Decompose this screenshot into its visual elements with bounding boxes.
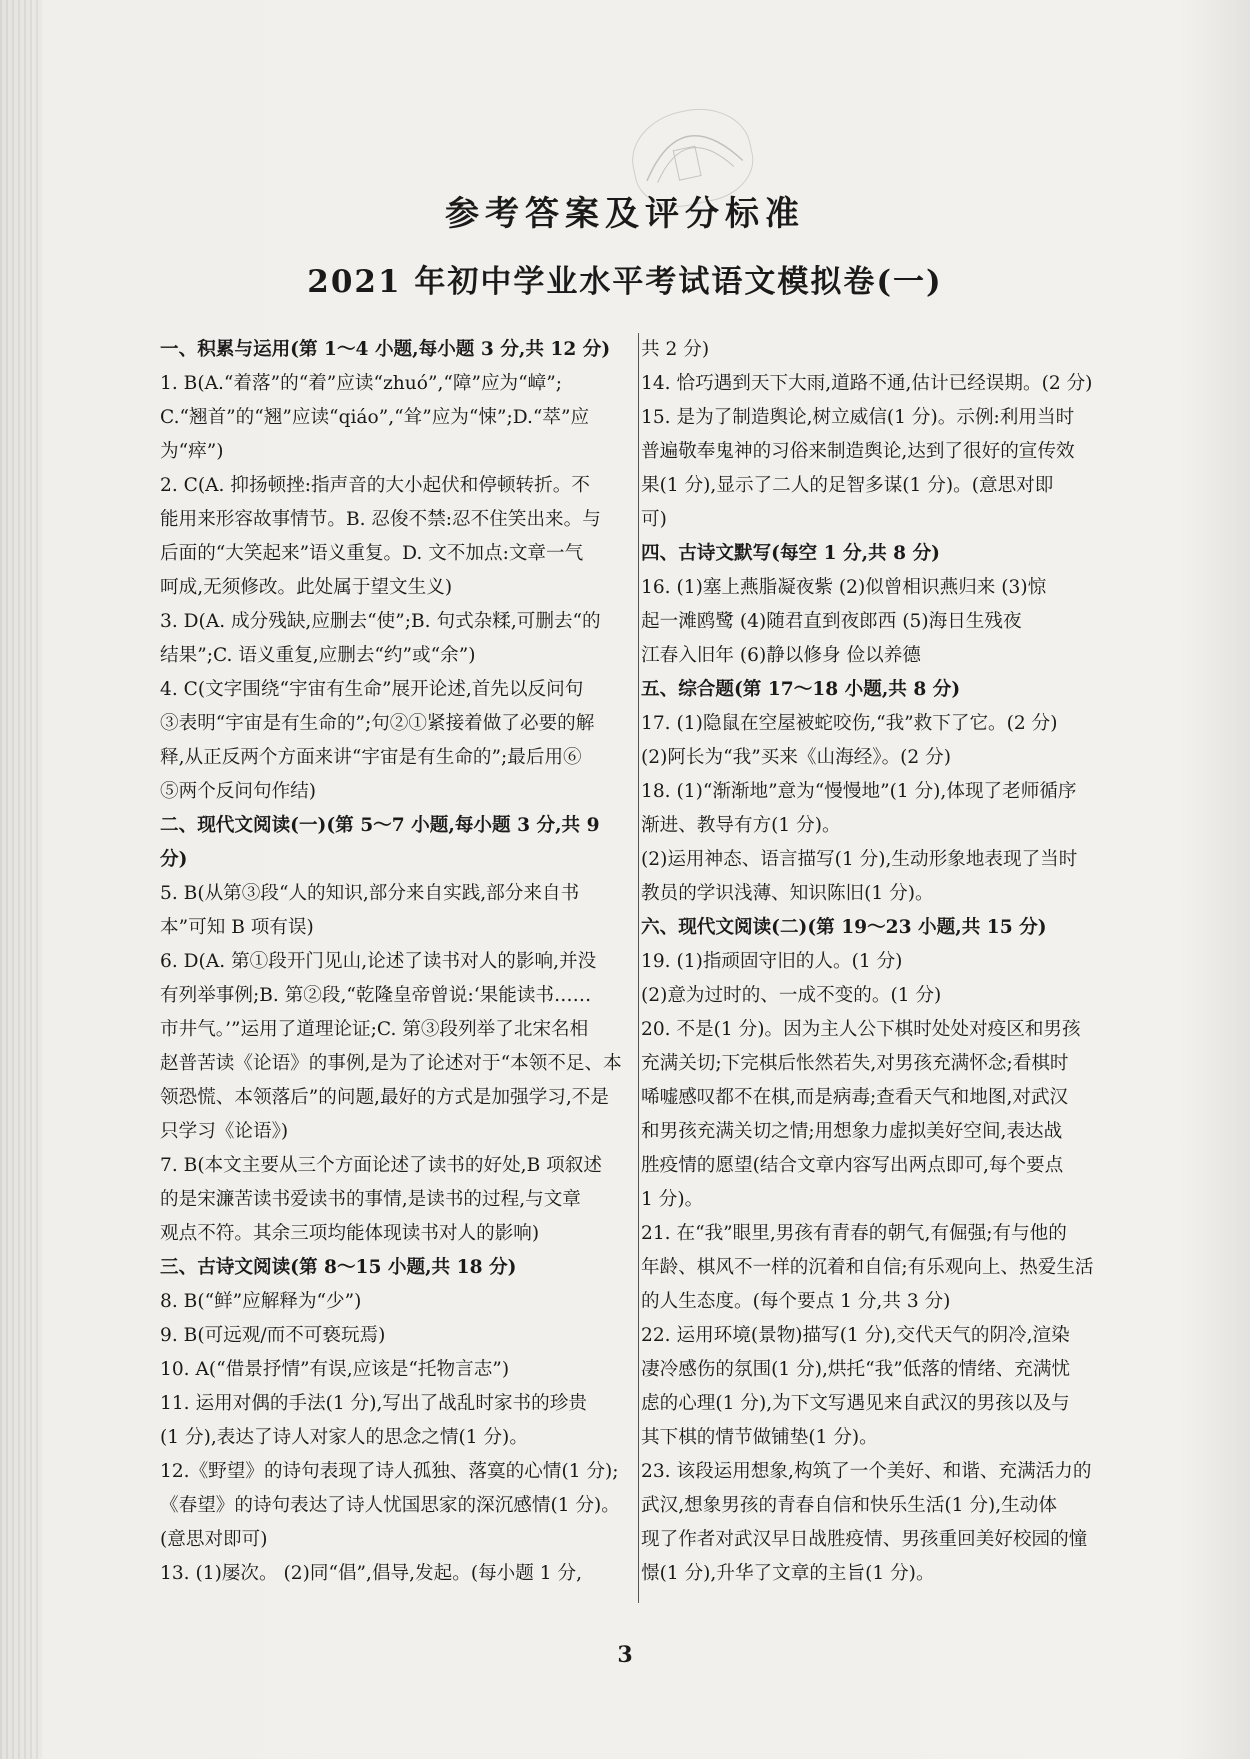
answer-line: 3. D(A. 成分残缺,应删去“使”;B. 句式杂糅,可删去“的 xyxy=(160,611,601,632)
answer-line: 江春入旧年 (6)静以修身 俭以养德 xyxy=(641,645,921,666)
answer-line: 18. (1)“渐渐地”意为“慢慢地”(1 分),体现了老师循序 xyxy=(641,781,1077,802)
answer-line: 本”可知 B 项有误) xyxy=(160,917,314,938)
answer-line: 7. B(本文主要从三个方面论述了读书的好处,B 项叙述 xyxy=(160,1155,602,1176)
answer-line: 胜疫情的愿望(结合文章内容写出两点即可,每个要点 xyxy=(641,1155,1064,1176)
answer-line: 普遍敬奉鬼神的习俗来制造舆论,达到了很好的宣传效 xyxy=(641,441,1075,462)
answer-line: 结果”;C. 语义重复,应删去“约”或“余”) xyxy=(160,645,476,666)
section-heading: 五、综合题(第 17～18 小题,共 8 分) xyxy=(641,679,961,700)
answer-line: (2)运用神态、语言描写(1 分),生动形象地表现了当时 xyxy=(641,849,1078,870)
answer-line: 释,从正反两个方面来讲“宇宙是有生命的”;最后用⑥ xyxy=(160,747,582,768)
answer-line: 能用来形容故事情节。B. 忍俊不禁:忍不住笑出来。与 xyxy=(160,509,601,530)
answer-line: 20. 不是(1 分)。因为主人公下棋时处处对疫区和男孩 xyxy=(641,1019,1081,1040)
answer-line: 唏嘘感叹都不在棋,而是病毒;查看天气和地图,对武汉 xyxy=(641,1087,1069,1108)
answer-line: 19. (1)指顽固守旧的人。(1 分) xyxy=(641,951,903,972)
answer-line: 6. D(A. 第①段开门见山,论述了读书对人的影响,并没 xyxy=(160,951,597,972)
answer-line: 23. 该段运用想象,构筑了一个美好、和谐、充满活力的 xyxy=(641,1461,1092,1482)
answer-line: 教员的学识浅薄、知识陈旧(1 分)。 xyxy=(641,883,934,904)
answer-line: 5. B(从第③段“人的知识,部分来自实践,部分来自书 xyxy=(160,883,580,904)
answer-line: 14. 恰巧遇到天下大雨,道路不通,估计已经误期。(2 分) xyxy=(641,373,1093,394)
answer-line: 渐进、教导有方(1 分)。 xyxy=(641,815,841,836)
left-answer-column xyxy=(160,333,636,1591)
answer-line: 15. 是为了制造舆论,树立威信(1 分)。示例:利用当时 xyxy=(641,407,1075,428)
section-heading: 六、现代文阅读(二)(第 19～23 小题,共 15 分) xyxy=(641,917,1047,938)
answer-line: 市井气。’”运用了道理论证;C. 第③段列举了北宋名相 xyxy=(160,1019,589,1040)
answer-line: 的是宋濂苦读书爱读书的事情,是读书的过程,与文章 xyxy=(160,1189,581,1210)
answer-line: 观点不符。其余三项均能体现读书对人的影响) xyxy=(160,1223,540,1244)
right-answer-column xyxy=(641,333,1119,1591)
answer-line: ③表明“宇宙是有生命的”;句②①紧接着做了必要的解 xyxy=(160,713,595,734)
answer-line: 现了作者对武汉早日战胜疫情、男孩重回美好校园的憧 xyxy=(641,1529,1088,1550)
answer-line: 领恐慌、本领落后”的问题,最好的方式是加强学习,不是 xyxy=(160,1087,609,1108)
answer-line: 1. B(A.“着落”的“着”应读“zhuó”,“障”应为“嶂”; xyxy=(160,373,563,394)
page-number: 3 xyxy=(617,1642,633,1668)
answer-line: 凄冷感伤的氛围(1 分),烘托“我”低落的情绪、充满忧 xyxy=(641,1359,1071,1380)
answer-line: 21. 在“我”眼里,男孩有青春的朝气,有倔强;有与他的 xyxy=(641,1223,1067,1244)
answer-line: (2)阿长为“我”买来《山海经》。(2 分) xyxy=(641,747,952,768)
answer-line: 4. C(文字围绕“宇宙有生命”展开论述,首先以反问句 xyxy=(160,679,584,700)
answer-line: 呵成,无须修改。此处属于望文生义) xyxy=(160,577,453,598)
answer-line: 17. (1)隐鼠在空屋被蛇咬伤,“我”救下了它。(2 分) xyxy=(641,713,1058,734)
answer-line: 武汉,想象男孩的青春自信和快乐生活(1 分),生动体 xyxy=(641,1495,1057,1516)
answer-line: 可) xyxy=(641,509,667,530)
answer-line: 11. 运用对偶的手法(1 分),写出了战乱时家书的珍贵 xyxy=(160,1393,587,1414)
section-heading: 四、古诗文默写(每空 1 分,共 8 分) xyxy=(641,543,940,564)
answer-line: (2)意为过时的、一成不变的。(1 分) xyxy=(641,985,942,1006)
answer-line: C.“翘首”的“翘”应读“qiáo”,“耸”应为“悚”;D.“萃”应 xyxy=(160,407,590,428)
answer-line: 《春望》的诗句表达了诗人忧国思家的深沉感情(1 分)。 xyxy=(160,1495,620,1516)
section-heading: 一、积累与运用(第 1～4 小题,每小题 3 分,共 12 分) xyxy=(160,339,611,360)
answer-line: 9. B(可远观/而不可亵玩焉) xyxy=(160,1325,386,1346)
answer-line: 赵普苦读《论语》的事例,是为了论述对于“本领不足、本 xyxy=(160,1053,622,1074)
answer-line: 22. 运用环境(景物)描写(1 分),交代天气的阴冷,渲染 xyxy=(641,1325,1070,1346)
answer-line: 共 2 分) xyxy=(641,339,710,360)
answer-line: 其下棋的情节做铺垫(1 分)。 xyxy=(641,1427,878,1448)
page-title: 参考答案及评分标准 xyxy=(445,194,805,234)
answer-line: 和男孩充满关切之情;用想象力虚拟美好空间,表达战 xyxy=(641,1121,1063,1142)
answer-line: 充满关切;下完棋后怅然若失,对男孩充满怀念;看棋时 xyxy=(641,1053,1069,1074)
answer-line: 8. B(“鲜”应解释为“少”) xyxy=(160,1291,362,1312)
answer-line: 16. (1)塞上燕脂凝夜紫 (2)似曾相识燕归来 (3)惊 xyxy=(641,577,1047,598)
section-heading: 分) xyxy=(160,849,188,870)
answer-line: 起一滩鸥鹭 (4)随君直到夜郎西 (5)海日生残夜 xyxy=(641,611,1022,632)
answer-line: 只学习《论语》) xyxy=(160,1121,289,1142)
answer-line: 2. C(A. 抑扬顿挫:指声音的大小起伏和停顿转折。不 xyxy=(160,475,590,496)
answer-line: 10. A(“借景抒情”有误,应该是“托物言志”) xyxy=(160,1359,510,1380)
column-divider xyxy=(638,333,639,1603)
answer-line: ⑤两个反问句作结) xyxy=(160,781,317,802)
answer-line: 为“瘁”) xyxy=(160,441,224,462)
section-heading: 三、古诗文阅读(第 8～15 小题,共 18 分) xyxy=(160,1257,517,1278)
section-heading: 二、现代文阅读(一)(第 5～7 小题,每小题 3 分,共 9 xyxy=(160,815,600,836)
answer-line: 的人生态度。(每个要点 1 分,共 3 分) xyxy=(641,1291,951,1312)
exam-subtitle: 2021 年初中学业水平考试语文模拟卷(一) xyxy=(307,264,943,300)
answer-line: 虑的心理(1 分),为下文写遇见来自武汉的男孩以及与 xyxy=(641,1393,1070,1414)
answer-line: 12.《野望》的诗句表现了诗人孤独、落寞的心情(1 分); xyxy=(160,1461,619,1482)
answer-line: 果(1 分),显示了二人的足智多谋(1 分)。(意思对即 xyxy=(641,475,1054,496)
answer-line: 有列举事例;B. 第②段,“乾隆皇帝曾说:‘果能读书…… xyxy=(160,985,592,1006)
answer-line: 年龄、棋风不一样的沉着和自信;有乐观向上、热爱生活 xyxy=(641,1257,1094,1278)
answer-line: 1 分)。 xyxy=(641,1189,704,1210)
answer-line: 憬(1 分),升华了文章的主旨(1 分)。 xyxy=(641,1563,935,1584)
answer-line: 后面的“大笑起来”语义重复。D. 文不加点:文章一气 xyxy=(160,543,584,564)
answer-line: (意思对即可) xyxy=(160,1529,268,1550)
answer-line: 13. (1)屡次。 (2)同“倡”,倡导,发起。(每小题 1 分, xyxy=(160,1563,583,1584)
answer-line: (1 分),表达了诗人对家人的思念之情(1 分)。 xyxy=(160,1427,528,1448)
